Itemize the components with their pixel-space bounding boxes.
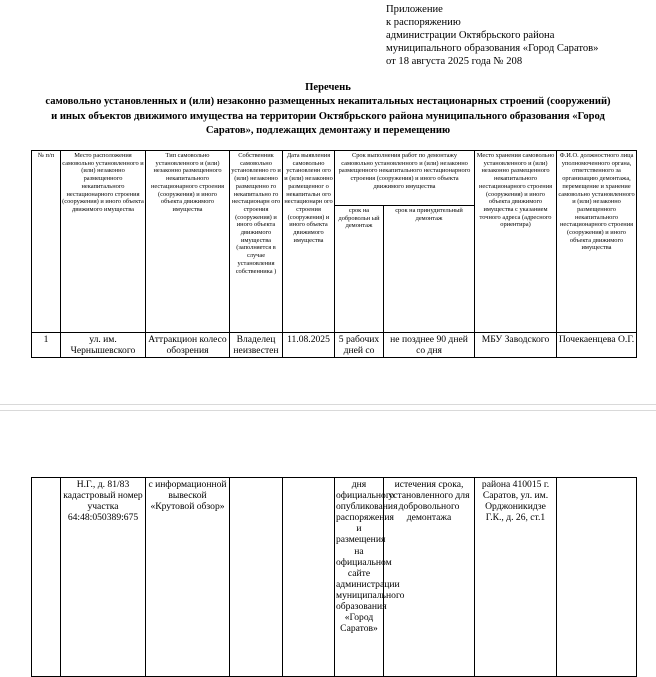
table-row	[32, 478, 637, 677]
page-break-line	[0, 410, 656, 411]
cell-date	[283, 478, 335, 677]
cell-term-forced: истечения срока, установленного для добровольного демонтажа	[384, 478, 475, 677]
cell-place: ул. им. Чернышевского	[61, 333, 146, 358]
title-line: Перечень	[305, 82, 351, 93]
header-date: Дата выявления самовольно установленн ого и (или) незаконно размещенног о некапитальн ого нестационарн ого строения (сооружения) и иного объекта движимого имущества	[283, 151, 335, 333]
header-storage: Место хранения самовольно установленного и (или) незаконно размещенного некапитального нестационарного строения (сооружения) и иного объекта движимого имущества с указанием точного адреса (адресного ориентира)	[475, 151, 557, 333]
header-num: № п/п	[32, 151, 61, 333]
cell-type: Аттракцион колесо обозрения	[146, 333, 230, 358]
cell-owner	[230, 478, 283, 677]
cell-storage: МБУ Заводского	[475, 333, 557, 358]
header-owner: Собственник самовольно установленно го и (или) незаконно размещенно го некапитально го нестационарн ого строения (сооружения) и иного объекта движимого имущества (заполняется в случае установления собственника )	[230, 151, 283, 333]
cell-num: 1	[32, 333, 61, 358]
document-title	[0, 81, 656, 139]
cell-official: Почекаенцева О.Г.	[557, 333, 637, 358]
appendix-line: муниципального образования «Город Саратов»	[386, 43, 599, 55]
cell-owner: Владелец неизвестен	[230, 333, 283, 358]
demolition-table-continued	[31, 477, 637, 677]
page-break-line	[0, 404, 656, 405]
header-place: Место расположения самовольно установленного и (или) незаконно размещенного некапитального нестационарного строения (сооружения) и иного объекта движимого имущества	[61, 151, 146, 333]
cell-num	[32, 478, 61, 677]
header-term-forced: срок на принудительный демонтаж	[384, 206, 475, 333]
cell-official	[557, 478, 637, 677]
title-line: самовольно установленных и (или) незаконно размещенных некапитальных нестационарных строений (сооружений)	[45, 96, 611, 108]
cell-term-voluntary: 5 рабочих дней со	[335, 333, 384, 358]
cell-term-forced: не позднее 90 дней со дня	[384, 333, 475, 358]
header-term: Срок выполнения работ по демонтажу самовольно установленного и (или) незаконно размещенного некапитального нестационарного строения (сооружения) и иного объекта движимого имущества	[335, 151, 475, 206]
title-line: и иных объектов движимого имущества на территории Октябрьского района муниципального образования «Город	[51, 110, 605, 122]
title-line: Саратов», подлежащих демонтажу и перемещению	[205, 125, 451, 137]
header-term-voluntary: срок на добровольн ый демонтаж	[335, 206, 384, 333]
cell-term-voluntary: дня официального опубликования распоряжения и размещения на официальном сайте администрации муниципального образования «Город Саратов»	[335, 478, 384, 677]
appendix-line: от 18 августа 2025 года № 208	[386, 56, 523, 68]
header-type: Тип самовольно установленного и (или) незаконно размещенного некапитального нестационарного строения (сооружения) и иного объекта движимого имущества	[146, 151, 230, 333]
table-row	[32, 333, 637, 358]
appendix-line: Приложение	[386, 4, 443, 15]
cell-storage: района 410015 г. Саратов, ул. им. Орджоникидзе Г.К., д. 26, ст.1	[475, 478, 557, 677]
demolition-table	[31, 150, 637, 358]
appendix-line: администрации Октябрьского района	[386, 30, 555, 42]
cell-date: 11.08.2025	[283, 333, 335, 358]
cell-type: с информационной вывеской «Крутовой обзор»	[146, 478, 230, 677]
appendix-block	[386, 3, 598, 68]
cell-place: Н.Г., д. 81/83 кадастровый номер участка 64:48:050389:675	[61, 478, 146, 677]
appendix-line: к распоряжению	[386, 17, 461, 29]
header-official: Ф.И.О. должностного лица уполномоченного органа, ответственного за организацию демонтажа, перемещение и хранение самовольно установленного и (или) незаконно размещенного некапитального нестационарного строения (сооружения) и иного объекта движимого имущества	[557, 151, 637, 333]
